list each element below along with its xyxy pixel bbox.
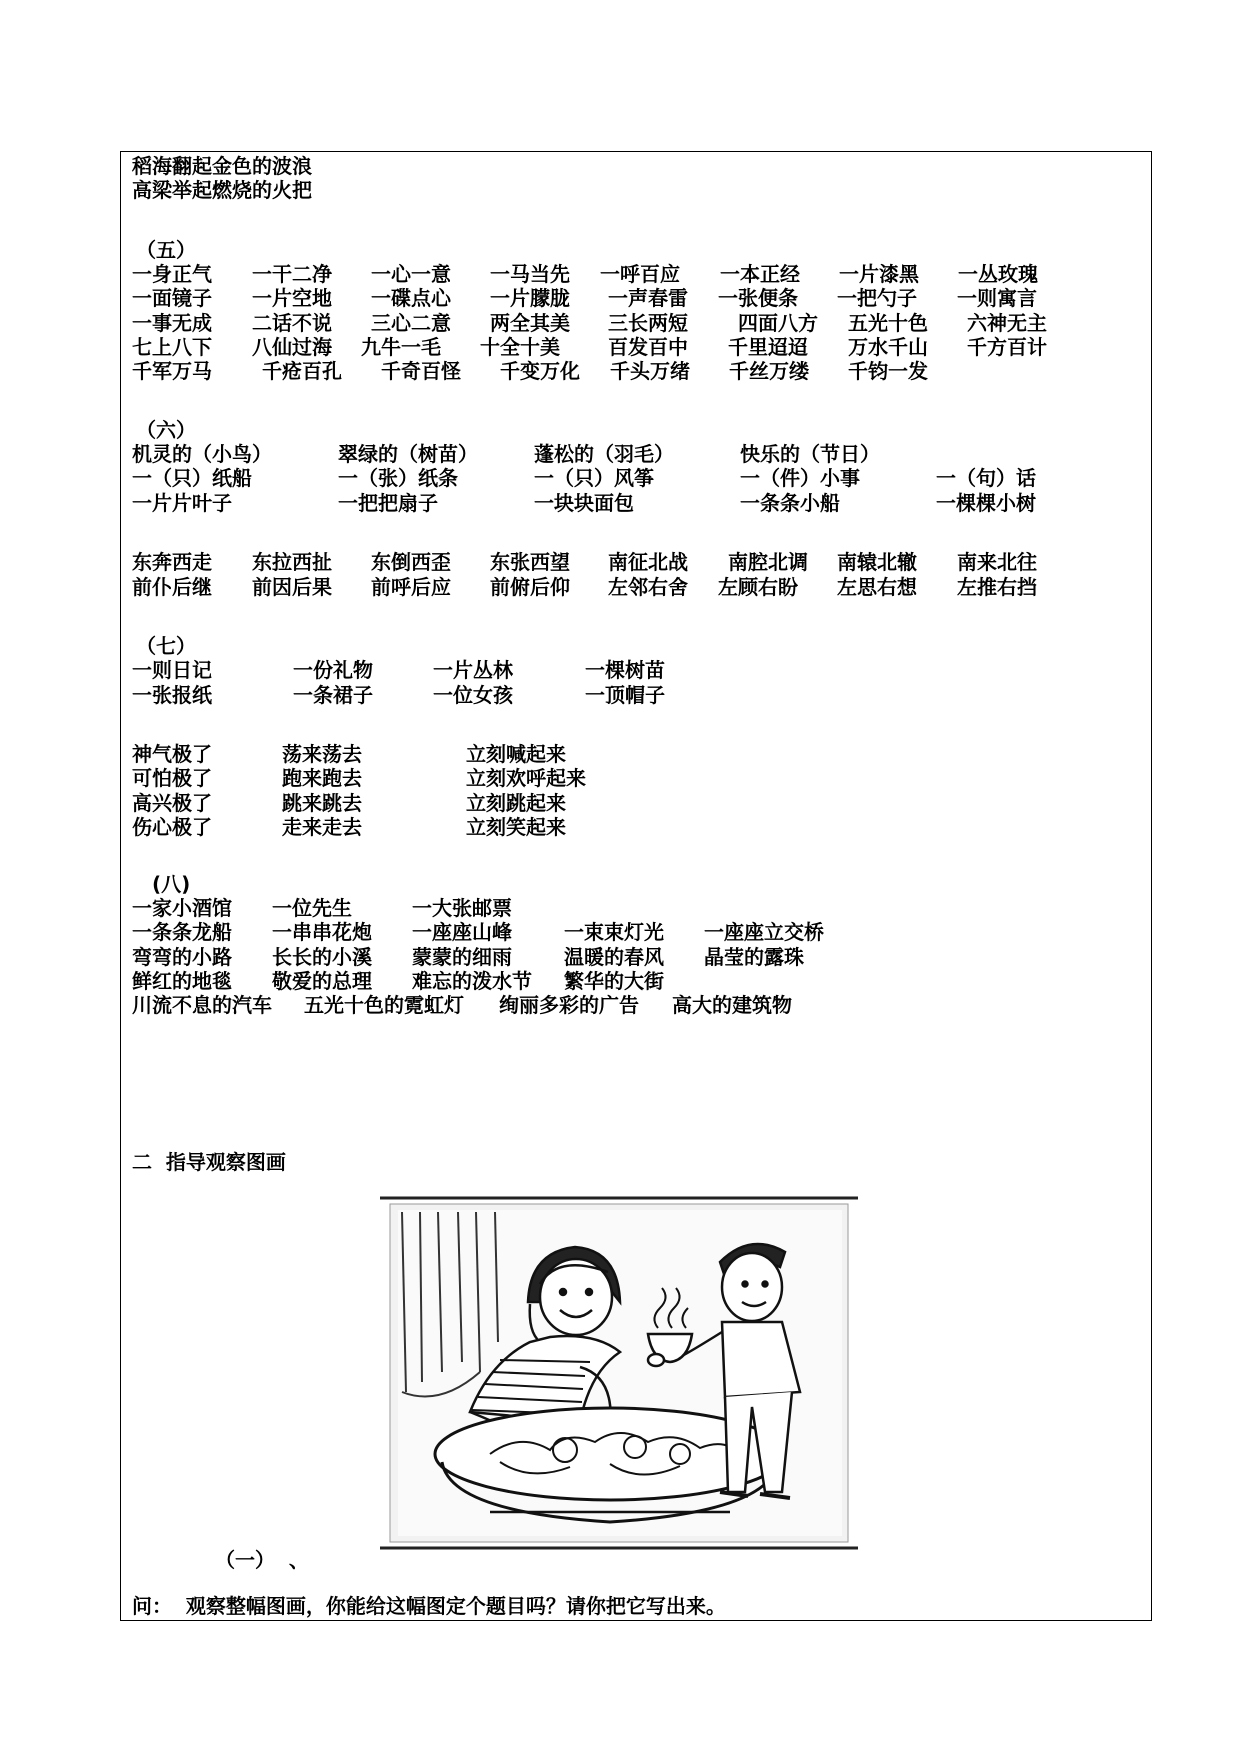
- section-5-heading: （五）: [136, 238, 196, 262]
- part-2-title: 二 指导观察图画: [132, 1150, 286, 1174]
- picture-caption: （一） 、: [215, 1548, 309, 1572]
- section-8-heading: (八): [152, 872, 191, 896]
- intro-line-1: 稻海翻起金色的波浪: [132, 154, 312, 178]
- illustration-mother-washing-boy-with-bowl: [380, 1192, 858, 1556]
- section-6-heading: （六）: [136, 418, 196, 442]
- intro-line-2: 高梁举起燃烧的火把: [132, 178, 312, 202]
- question-text: 问： 观察整幅图画，你能给这幅图定个题目吗？请你把它写出来。: [132, 1594, 726, 1618]
- section-7-heading: （七）: [136, 634, 196, 658]
